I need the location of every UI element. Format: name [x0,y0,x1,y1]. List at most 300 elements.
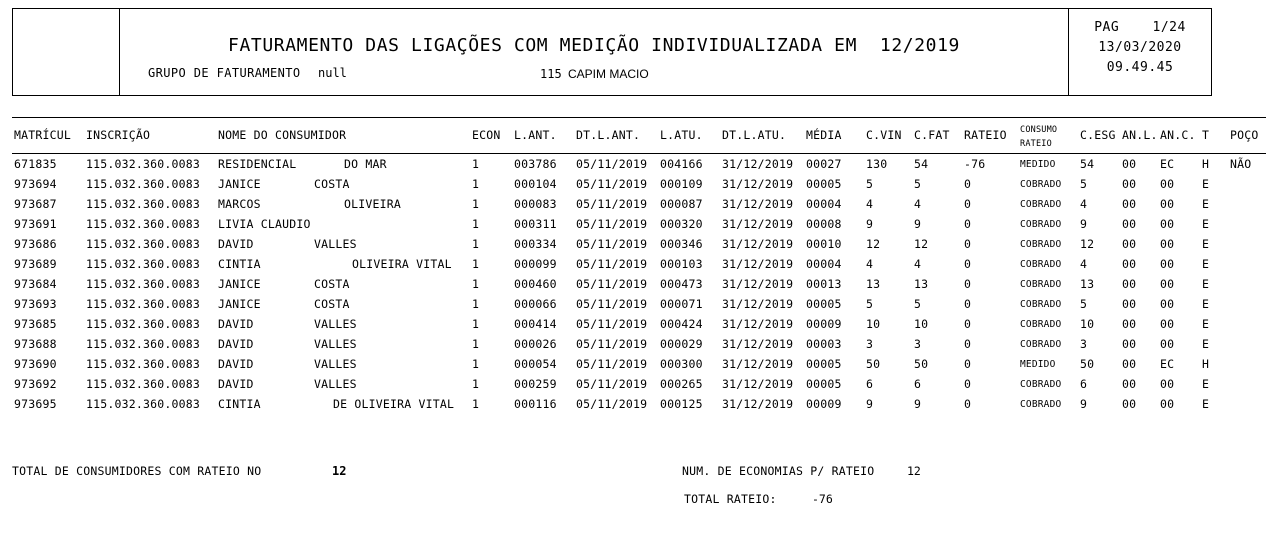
nome-wrap [218,157,466,171]
cell-l-ant: 000104 [514,177,557,191]
cell-matricula: 973691 [14,217,57,231]
local-name: CAPIM MACIO [568,67,649,81]
cell-econ: 1 [472,357,480,371]
cell-consumo-rateio: COBRADO [1020,218,1062,230]
page-number: PAG 1/24 [1094,20,1186,35]
cell-c-fat: 9 [914,217,922,231]
consumers-table-wrap [12,117,1259,414]
cell-poco [1228,174,1266,194]
cell-an-c: EC [1160,357,1175,371]
cell-matricula: 973686 [14,237,57,251]
cell-t: E [1202,257,1210,271]
cell-poco [1228,354,1266,374]
cell-c-fat: 5 [914,297,922,311]
cell-nome [216,354,470,374]
cell-c-fat: 10 [914,317,929,331]
cell-t: E [1202,397,1210,411]
cell-l-atu: 000103 [660,257,703,271]
cell-consumo-rateio: COBRADO [1020,278,1062,290]
cell-l-atu: 000029 [660,337,703,351]
nome-last: DE OLIVEIRA VITAL [333,397,455,411]
cell-an-l: 00 [1122,217,1137,231]
cell-an-c: 00 [1160,277,1175,291]
cell-consumo-rateio: MEDIDO [1020,158,1056,170]
nome-first: DAVID [218,237,254,251]
cell-rateio: 0 [964,237,972,251]
cell-c-fat: 4 [914,197,922,211]
col-econ: ECON [470,118,512,154]
table-row [12,374,1266,394]
cell-t: H [1202,357,1210,371]
col-consumo-faturado: C.FAT [912,118,962,154]
cell-dt-l-ant: 05/11/2019 [576,297,648,311]
cell-rateio: 0 [964,357,972,371]
col-data-leitura-atual: DT.L.ATU. [720,118,804,154]
cell-an-c: 00 [1160,217,1175,231]
nome-first: MARCOS [218,197,261,211]
col-inscricao: INSCRIÇÃO [84,118,216,154]
cell-an-c: 00 [1160,257,1175,271]
cell-dt-l-ant: 05/11/2019 [576,197,648,211]
cell-an-l: 00 [1122,277,1137,291]
cell-econ: 1 [472,277,480,291]
cell-l-atu: 000424 [660,317,703,331]
cell-c-esg: 6 [1080,377,1088,391]
cell-inscricao: 115.032.360.0083 [86,337,200,351]
cell-inscricao: 115.032.360.0083 [86,197,200,211]
cell-c-vin: 13 [866,277,881,291]
cell-l-ant: 003786 [514,157,557,171]
nome-last: COSTA [314,297,350,311]
nome-wrap [218,237,466,251]
cell-t: E [1202,337,1210,351]
cell-an-c: 00 [1160,317,1175,331]
table-row [12,234,1266,254]
cell-dt-l-ant: 05/11/2019 [576,277,648,291]
cell-c-fat: 4 [914,257,922,271]
cell-inscricao: 115.032.360.0083 [86,177,200,191]
cell-rateio: 0 [964,177,972,191]
cell-c-esg: 13 [1080,277,1095,291]
cell-rateio: 0 [964,257,972,271]
nome-wrap [218,397,466,411]
cell-c-fat: 9 [914,397,922,411]
local-code: 115 [540,67,562,81]
cell-econ: 1 [472,237,480,251]
cell-media: 00009 [806,317,842,331]
nome-first: RESIDENCIAL [218,157,297,171]
cell-poco [1228,194,1266,214]
cell-matricula: 973688 [14,337,57,351]
consumers-table [12,117,1266,414]
cell-c-vin: 10 [866,317,881,331]
cell-nome [216,174,470,194]
cell-econ: 1 [472,197,480,211]
col-tipo: T [1200,118,1228,154]
nome-first: DAVID [218,337,254,351]
nome-last: COSTA [314,277,350,291]
cell-l-atu: 000109 [660,177,703,191]
cell-inscricao: 115.032.360.0083 [86,217,200,231]
nome-first: LIVIA CLAUDIO [218,217,311,231]
cell-c-esg: 50 [1080,357,1095,371]
cell-l-atu: 000265 [660,377,703,391]
cell-inscricao: 115.032.360.0083 [86,357,200,371]
header-meta-cell [1068,9,1211,95]
col-data-leitura-anterior: DT.L.ANT. [574,118,658,154]
cell-matricula: 973689 [14,257,57,271]
cell-c-fat: 54 [914,157,929,171]
cell-an-l: 00 [1122,317,1137,331]
grupo-faturamento-value: null [318,66,347,80]
cell-media: 00005 [806,297,842,311]
cell-l-ant: 000099 [514,257,557,271]
cell-rateio: 0 [964,217,972,231]
cell-inscricao: 115.032.360.0083 [86,377,200,391]
cell-matricula: 973687 [14,197,57,211]
cell-l-ant: 000054 [514,357,557,371]
cell-dt-l-ant: 05/11/2019 [576,217,648,231]
table-row [12,394,1266,414]
cell-poco [1228,254,1266,274]
table-row [12,154,1266,175]
cell-t: E [1202,317,1210,331]
cell-rateio: 0 [964,377,972,391]
cell-t: E [1202,277,1210,291]
nome-wrap [218,177,466,191]
nome-first: DAVID [218,317,254,331]
cell-econ: 1 [472,217,480,231]
cell-c-vin: 3 [866,337,874,351]
cell-an-c: 00 [1160,397,1175,411]
nome-first: DAVID [218,357,254,371]
nome-wrap [218,217,466,231]
table-row [12,174,1266,194]
num-economias-value: 12 [907,464,921,478]
nome-wrap [218,277,466,291]
cell-c-vin: 5 [866,297,874,311]
cell-rateio: 0 [964,277,972,291]
cell-dt-l-ant: 05/11/2019 [576,317,648,331]
cell-consumo-rateio: COBRADO [1020,238,1062,250]
cell-nome [216,294,470,314]
total-rateio-label: TOTAL RATEIO: [684,492,777,506]
nome-last: VALLES [314,377,357,391]
cell-c-vin: 4 [866,257,874,271]
cell-an-c: 00 [1160,197,1175,211]
cell-dt-l-atu: 31/12/2019 [722,317,794,331]
col-leitura-atual: L.ATU. [658,118,720,154]
cell-dt-l-ant: 05/11/2019 [576,397,648,411]
cell-t: H [1202,157,1210,171]
cell-an-l: 00 [1122,357,1137,371]
cell-media: 00009 [806,397,842,411]
cell-consumo-rateio: COBRADO [1020,318,1062,330]
cell-econ: 1 [472,337,480,351]
report-header [12,8,1212,96]
cell-dt-l-ant: 05/11/2019 [576,337,648,351]
cell-l-ant: 000026 [514,337,557,351]
cell-poco [1228,394,1266,414]
col-consumo-rateio [1018,118,1078,154]
cell-l-ant: 000116 [514,397,557,411]
cell-an-c: 00 [1160,297,1175,311]
col-consumo-rateio-line1: CONSUMO [1020,125,1058,135]
cell-poco [1228,374,1266,394]
report-date: 13/03/2020 [1098,40,1182,55]
cell-media: 00004 [806,197,842,211]
nome-first: DAVID [218,377,254,391]
cell-c-vin: 5 [866,177,874,191]
cell-t: E [1202,197,1210,211]
cell-an-l: 00 [1122,397,1137,411]
nome-first: JANICE [218,177,261,191]
cell-poco [1228,314,1266,334]
cell-matricula: 973690 [14,357,57,371]
cell-econ: 1 [472,297,480,311]
cell-inscricao: 115.032.360.0083 [86,317,200,331]
cell-media: 00010 [806,237,842,251]
nome-last: DO MAR [344,157,387,171]
cell-l-atu: 004166 [660,157,703,171]
cell-dt-l-ant: 05/11/2019 [576,237,648,251]
cell-c-esg: 9 [1080,217,1088,231]
cell-c-esg: 9 [1080,397,1088,411]
cell-c-vin: 50 [866,357,881,371]
cell-media: 00005 [806,377,842,391]
cell-an-c: 00 [1160,177,1175,191]
cell-dt-l-atu: 31/12/2019 [722,337,794,351]
cell-l-ant: 000083 [514,197,557,211]
cell-nome [216,154,470,175]
cell-consumo-rateio: COBRADO [1020,398,1062,410]
cell-c-vin: 9 [866,217,874,231]
nome-wrap [218,197,466,211]
nome-last: VALLES [314,317,357,331]
cell-c-vin: 4 [866,197,874,211]
cell-consumo-rateio: COBRADO [1020,298,1062,310]
cell-media: 00005 [806,357,842,371]
table-row [12,194,1266,214]
cell-l-ant: 000066 [514,297,557,311]
table-row [12,314,1266,334]
cell-matricula: 973684 [14,277,57,291]
cell-nome [216,374,470,394]
nome-last: COSTA [314,177,350,191]
table-header [12,118,1266,154]
cell-nome [216,254,470,274]
grupo-faturamento-label: GRUPO DE FATURAMENTO [148,66,301,80]
cell-econ: 1 [472,157,480,171]
cell-nome [216,194,470,214]
cell-nome [216,234,470,254]
nome-first: JANICE [218,297,261,311]
col-matricula: MATRÍCUL [12,118,84,154]
cell-t: E [1202,237,1210,251]
cell-t: E [1202,377,1210,391]
nome-wrap [218,377,466,391]
cell-c-fat: 5 [914,177,922,191]
cell-dt-l-atu: 31/12/2019 [722,357,794,371]
nome-wrap [218,257,466,271]
cell-media: 00008 [806,217,842,231]
cell-l-atu: 000346 [660,237,703,251]
cell-econ: 1 [472,177,480,191]
col-rateio: RATEIO [962,118,1018,154]
nome-wrap [218,357,466,371]
cell-an-l: 00 [1122,197,1137,211]
cell-dt-l-ant: 05/11/2019 [576,157,648,171]
total-consumidores-value: 12 [332,464,347,478]
cell-poco [1228,234,1266,254]
cell-consumo-rateio: MEDIDO [1020,358,1056,370]
table-body [12,154,1266,415]
nome-wrap [218,337,466,351]
header-title-cell [120,9,1068,95]
cell-l-ant: 000259 [514,377,557,391]
cell-dt-l-ant: 05/11/2019 [576,257,648,271]
col-consumo-esgoto: C.ESG [1078,118,1120,154]
cell-c-vin: 9 [866,397,874,411]
cell-matricula: 671835 [14,157,57,171]
cell-media: 00003 [806,337,842,351]
cell-an-l: 00 [1122,337,1137,351]
cell-poco [1228,274,1266,294]
num-economias-label: NUM. DE ECONOMIAS P/ RATEIO [682,464,875,478]
total-consumidores-label: TOTAL DE CONSUMIDORES COM RATEIO NO [12,464,262,478]
cell-econ: 1 [472,397,480,411]
table-header-row [12,118,1266,154]
nome-last: OLIVEIRA VITAL [352,257,452,271]
table-row [12,354,1266,374]
col-consumo-vinculado: C.VIN [864,118,912,154]
cell-inscricao: 115.032.360.0083 [86,237,200,251]
col-consumo-rateio-line2: RATEIO [1020,139,1052,149]
cell-matricula: 973692 [14,377,57,391]
col-leitura-anterior: L.ANT. [512,118,574,154]
cell-consumo-rateio: COBRADO [1020,178,1062,190]
cell-rateio: 0 [964,337,972,351]
cell-dt-l-atu: 31/12/2019 [722,237,794,251]
cell-poco: NÃO [1230,157,1252,171]
cell-l-atu: 000320 [660,217,703,231]
cell-consumo-rateio: COBRADO [1020,258,1062,270]
col-media: MÉDIA [804,118,864,154]
cell-nome [216,314,470,334]
cell-an-l: 00 [1122,157,1137,171]
nome-first: CINTIA [218,397,261,411]
cell-c-esg: 4 [1080,197,1088,211]
cell-dt-l-ant: 05/11/2019 [576,377,648,391]
cell-an-c: 00 [1160,377,1175,391]
cell-inscricao: 115.032.360.0083 [86,397,200,411]
cell-dt-l-atu: 31/12/2019 [722,277,794,291]
cell-rateio: 0 [964,397,972,411]
cell-c-fat: 3 [914,337,922,351]
col-poco: POÇO [1228,118,1266,154]
cell-an-l: 00 [1122,257,1137,271]
cell-dt-l-atu: 31/12/2019 [722,177,794,191]
cell-rateio: 0 [964,317,972,331]
cell-media: 00013 [806,277,842,291]
cell-econ: 1 [472,317,480,331]
cell-t: E [1202,217,1210,231]
cell-econ: 1 [472,257,480,271]
table-row [12,254,1266,274]
cell-c-fat: 13 [914,277,929,291]
cell-rateio: -76 [964,157,986,171]
cell-an-l: 00 [1122,377,1137,391]
cell-matricula: 973693 [14,297,57,311]
table-row [12,274,1266,294]
cell-c-esg: 3 [1080,337,1088,351]
cell-c-esg: 12 [1080,237,1095,251]
col-anormalidade-consumo: AN.C. [1158,118,1200,154]
cell-c-vin: 12 [866,237,881,251]
cell-consumo-rateio: COBRADO [1020,198,1062,210]
cell-dt-l-atu: 31/12/2019 [722,257,794,271]
cell-inscricao: 115.032.360.0083 [86,257,200,271]
cell-poco [1228,334,1266,354]
cell-dt-l-atu: 31/12/2019 [722,217,794,231]
cell-poco [1228,294,1266,314]
header-logo-cell [13,9,120,95]
cell-rateio: 0 [964,297,972,311]
cell-l-ant: 000311 [514,217,557,231]
cell-matricula: 973695 [14,397,57,411]
cell-l-atu: 000300 [660,357,703,371]
cell-dt-l-atu: 31/12/2019 [722,157,794,171]
nome-first: JANICE [218,277,261,291]
table-row [12,294,1266,314]
cell-matricula: 973685 [14,317,57,331]
cell-c-esg: 4 [1080,257,1088,271]
cell-poco [1228,214,1266,234]
cell-c-esg: 5 [1080,297,1088,311]
cell-rateio: 0 [964,197,972,211]
cell-c-fat: 50 [914,357,929,371]
cell-an-l: 00 [1122,237,1137,251]
cell-dt-l-ant: 05/11/2019 [576,357,648,371]
nome-last: VALLES [314,357,357,371]
cell-an-c: EC [1160,157,1175,171]
cell-c-esg: 5 [1080,177,1088,191]
nome-last: VALLES [314,337,357,351]
cell-an-l: 00 [1122,177,1137,191]
cell-l-ant: 000414 [514,317,557,331]
cell-dt-l-atu: 31/12/2019 [722,377,794,391]
nome-wrap [218,297,466,311]
cell-an-c: 00 [1160,237,1175,251]
col-nome-consumidor: NOME DO CONSUMIDOR [216,118,470,154]
cell-inscricao: 115.032.360.0083 [86,277,200,291]
page-title: FATURAMENTO DAS LIGAÇÕES COM MEDIÇÃO INDIVIDUALIZADA EM 12/2019 [228,35,960,56]
cell-nome [216,334,470,354]
cell-an-c: 00 [1160,337,1175,351]
cell-nome [216,274,470,294]
cell-an-l: 00 [1122,297,1137,311]
table-row [12,214,1266,234]
cell-econ: 1 [472,377,480,391]
cell-c-esg: 10 [1080,317,1095,331]
cell-dt-l-atu: 31/12/2019 [722,297,794,311]
cell-c-fat: 6 [914,377,922,391]
nome-last: OLIVEIRA [344,197,401,211]
cell-inscricao: 115.032.360.0083 [86,157,200,171]
cell-dt-l-atu: 31/12/2019 [722,397,794,411]
cell-nome [216,214,470,234]
cell-dt-l-atu: 31/12/2019 [722,197,794,211]
